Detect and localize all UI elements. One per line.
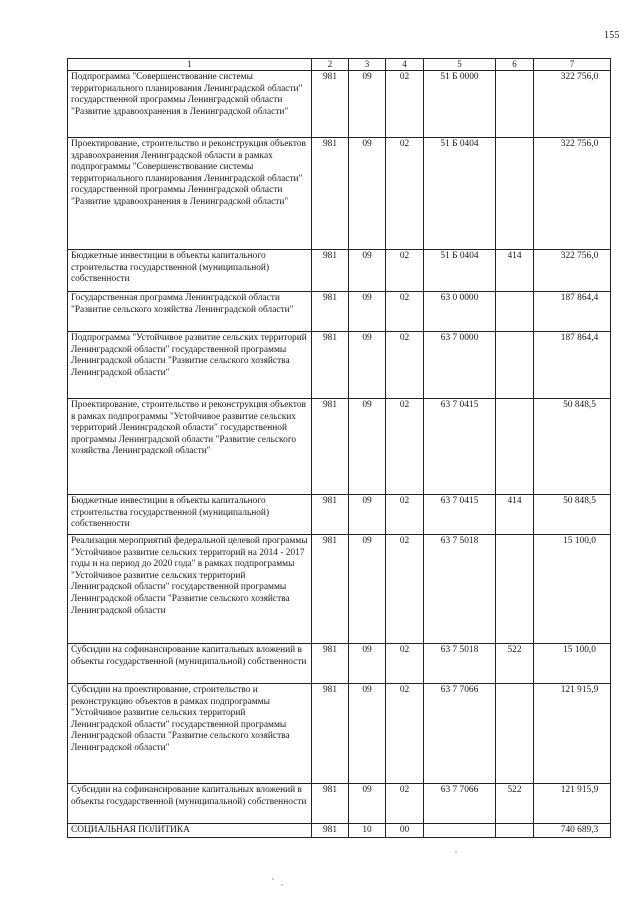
row-target: 51 Б 0404 <box>424 138 496 250</box>
row-subsection: 02 <box>386 684 424 784</box>
row-expense <box>496 138 534 250</box>
row-section: 09 <box>349 784 386 824</box>
row-target: 63 7 0000 <box>424 332 496 399</box>
column-header: 1 <box>68 59 312 71</box>
table-row <box>68 684 611 784</box>
table-row <box>68 138 611 250</box>
row-code: 981 <box>312 535 349 644</box>
row-name: СОЦИАЛЬНАЯ ПОЛИТИКА <box>68 824 312 838</box>
row-expense <box>496 399 534 495</box>
column-header: 7 <box>534 59 611 71</box>
row-name: Бюджетные инвестиции в объекты капитального строительства государственной (муниципальной) собственности <box>68 250 312 292</box>
column-header: 3 <box>349 59 386 71</box>
row-code: 981 <box>312 784 349 824</box>
row-name: Реализация мероприятий федеральной целевой программы "Устойчивое развитие сельских территорий на 2014 - 2017 годы и на период до 2020 года" в рамках подпрограммы "Устойчивое развитие сельских территорий Ленинградской области" государственной программы Ленинградской области "Развитие сельского хозяйства Ленинградской области <box>68 535 312 644</box>
table-header-row <box>68 59 611 71</box>
row-expense <box>496 71 534 138</box>
row-code: 981 <box>312 824 349 838</box>
table-row <box>68 292 611 332</box>
row-subsection: 02 <box>386 292 424 332</box>
row-expense <box>496 684 534 784</box>
row-expense <box>496 824 534 838</box>
table-row <box>68 644 611 684</box>
table-row <box>68 399 611 495</box>
scan-speck <box>455 851 457 853</box>
table-row <box>68 332 611 399</box>
table-row <box>68 250 611 292</box>
row-code: 981 <box>312 332 349 399</box>
row-subsection: 02 <box>386 332 424 399</box>
row-code: 981 <box>312 644 349 684</box>
row-name: Государственная программа Ленинградской области "Развитие сельского хозяйства Ленинградской области" <box>68 292 312 332</box>
row-target: 63 7 0415 <box>424 495 496 535</box>
page-number: 155 <box>604 30 620 41</box>
row-section: 09 <box>349 535 386 644</box>
row-section: 09 <box>349 399 386 495</box>
row-target: 63 7 7066 <box>424 684 496 784</box>
row-name: Субсидии на софинансирование капитальных вложений в объекты государственной (муниципальной) собственности <box>68 644 312 684</box>
row-section: 09 <box>349 684 386 784</box>
row-target: 51 Б 0000 <box>424 71 496 138</box>
column-header: 2 <box>312 59 349 71</box>
row-subsection: 02 <box>386 535 424 644</box>
column-header: 5 <box>424 59 496 71</box>
scan-speck <box>272 878 274 880</box>
row-section: 09 <box>349 292 386 332</box>
row-section: 09 <box>349 332 386 399</box>
row-name: Субсидии на проектирование, строительство и реконструкцию объектов в рамках подпрограммы "Устойчивое развитие сельских территорий Ленинградской области" государственной программы Ленинградской области "Развитие сельского хозяйства Ленинградской области" <box>68 684 312 784</box>
budget-table <box>67 58 611 838</box>
row-code: 981 <box>312 292 349 332</box>
row-subsection: 02 <box>386 138 424 250</box>
row-amount: 187 864,4 <box>534 332 611 399</box>
table-row <box>68 535 611 644</box>
row-target: 63 7 5018 <box>424 535 496 644</box>
row-section: 09 <box>349 71 386 138</box>
row-target: 63 7 7066 <box>424 784 496 824</box>
row-subsection: 02 <box>386 399 424 495</box>
row-amount: 121 915,9 <box>534 784 611 824</box>
row-expense: 414 <box>496 495 534 535</box>
row-amount: 50 848,5 <box>534 495 611 535</box>
row-amount: 187 864,4 <box>534 292 611 332</box>
row-subsection: 02 <box>386 71 424 138</box>
row-name: Субсидии на софинансирование капитальных вложений в объекты государственной (муниципальной) собственности <box>68 784 312 824</box>
row-section: 09 <box>349 495 386 535</box>
scan-speck <box>281 884 283 886</box>
row-subsection: 02 <box>386 784 424 824</box>
row-name: Подпрограмма "Устойчивое развитие сельских территорий Ленинградской области" государственной программы Ленинградской области "Развитие сельского хозяйства Ленинградской области" <box>68 332 312 399</box>
row-expense: 522 <box>496 784 534 824</box>
row-section: 10 <box>349 824 386 838</box>
row-subsection: 02 <box>386 495 424 535</box>
row-amount: 322 756,0 <box>534 250 611 292</box>
row-subsection: 02 <box>386 644 424 684</box>
row-expense: 414 <box>496 250 534 292</box>
row-amount: 15 100,0 <box>534 644 611 684</box>
row-expense <box>496 535 534 644</box>
row-code: 981 <box>312 138 349 250</box>
row-target: 63 0 0000 <box>424 292 496 332</box>
row-name: Подпрограмма "Совершенствование системы территориального планирования Ленинградской области" государственной программы Ленинградской области "Развитие здравоохранения в Ленинградской области" <box>68 71 312 138</box>
row-subsection: 00 <box>386 824 424 838</box>
row-section: 09 <box>349 250 386 292</box>
row-code: 981 <box>312 684 349 784</box>
table-row <box>68 71 611 138</box>
row-name: Проектирование, строительство и реконструкция объектов здравоохранения Ленинградской области в рамках подпрограммы "Совершенствование системы территориального планирования Ленинградской области" государственной программы Ленинградской области "Развитие здравоохранения в Ленинградской области" <box>68 138 312 250</box>
row-expense <box>496 292 534 332</box>
row-target: 63 7 0415 <box>424 399 496 495</box>
row-code: 981 <box>312 250 349 292</box>
row-target <box>424 824 496 838</box>
column-header: 4 <box>386 59 424 71</box>
row-name: Проектирование, строительство и реконструкция объектов в рамках подпрограммы "Устойчивое развитие сельских территорий Ленинградской области" государственной программы Ленинградской области "Развитие сельского хозяйства Ленинградской области" <box>68 399 312 495</box>
row-section: 09 <box>349 644 386 684</box>
row-target: 51 Б 0404 <box>424 250 496 292</box>
table-row <box>68 784 611 824</box>
row-amount: 322 756,0 <box>534 71 611 138</box>
row-code: 981 <box>312 399 349 495</box>
row-code: 981 <box>312 495 349 535</box>
row-name: Бюджетные инвестиции в объекты капитального строительства государственной (муниципальной) собственности <box>68 495 312 535</box>
table-row <box>68 495 611 535</box>
row-amount: 322 756,0 <box>534 138 611 250</box>
row-amount: 740 689,3 <box>534 824 611 838</box>
row-code: 981 <box>312 71 349 138</box>
column-header: 6 <box>496 59 534 71</box>
row-target: 63 7 5018 <box>424 644 496 684</box>
row-expense <box>496 332 534 399</box>
row-amount: 50 848,5 <box>534 399 611 495</box>
row-expense: 522 <box>496 644 534 684</box>
row-amount: 121 915,9 <box>534 684 611 784</box>
row-section: 09 <box>349 138 386 250</box>
table-row <box>68 824 611 838</box>
row-amount: 15 100,0 <box>534 535 611 644</box>
row-subsection: 02 <box>386 250 424 292</box>
